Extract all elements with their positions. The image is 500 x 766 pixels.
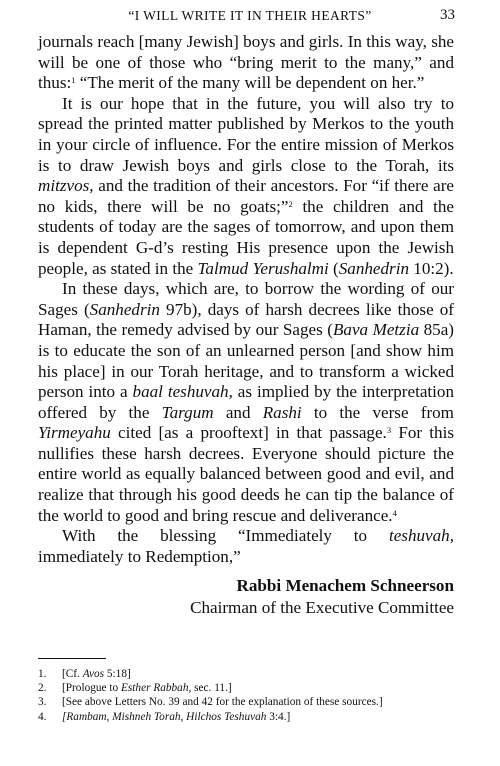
text-run: [See above Letters No. 39 and 42 for the explanation of these sources.]	[62, 696, 383, 709]
text-run: “The merit of the many will be dependent on her.”	[75, 73, 425, 93]
italic-term: [Rambam, Mishneh Torah, Hilchos Teshuvah	[62, 710, 267, 723]
text-run: 97b), days of harsh decrees like those of Haman, the remedy advised by our Sages (	[38, 299, 454, 340]
footnote-text	[62, 710, 290, 724]
footnote-number: 2.	[38, 682, 47, 695]
footnote-ref-3: 3	[386, 425, 392, 436]
footnote-4	[38, 710, 454, 724]
text-run: journals reach [many Jewish] boys and girls. In this way, she will be one of those who “bring merit to the many,” and thus:	[38, 32, 454, 93]
text-run: 85a) is to educate the son of an unlearned person [and show him his place] in our Torah heritage, and to transform a wicked person into a	[38, 320, 455, 402]
italic-term: Bava Metzia	[332, 320, 420, 340]
text-run: With the blessing “Immediately to	[62, 526, 389, 546]
text-run: immediately to Redemption,”	[38, 546, 241, 566]
running-title: “I WILL WRITE IT IN THEIR HEARTS”	[128, 8, 372, 23]
text-run: as implied by the interpretation offered by the	[38, 382, 454, 422]
paragraph-1	[38, 32, 454, 94]
text-run: In these days, which are, to borrow the wording of our Sages (	[38, 279, 454, 319]
italic-term: baal teshuvah,	[132, 382, 233, 402]
footnote-ref-1: 1	[71, 75, 76, 86]
footnote-number: 1.	[38, 668, 47, 680]
footnote-2	[38, 681, 454, 695]
footnote-number: 4.	[38, 710, 47, 723]
text-run: the children and the students of today are the sages of tomorrow, and upon them is dependent G-d’s resting His presence upon the Jewish people, as stated in the	[38, 196, 454, 278]
italic-term: mitzvos,	[38, 176, 94, 196]
footnote-number: 3.	[38, 696, 47, 709]
text-run: (	[328, 258, 339, 278]
text-run: and the tradition of their ancestors. For “if there are no kids, there will be no goats;”	[38, 176, 454, 216]
paragraph-4	[38, 526, 454, 567]
footnote-divider	[38, 658, 106, 659]
footnote-1	[38, 667, 454, 681]
signature-block	[38, 575, 454, 619]
paragraph-3	[38, 279, 454, 526]
italic-term: teshuvah,	[388, 526, 454, 546]
italic-term: Rashi	[262, 402, 302, 422]
text-run: to the verse from	[301, 402, 454, 422]
letter-body	[38, 32, 454, 619]
text-run: sec. 11.]	[191, 682, 232, 695]
footnote-ref-2: 2	[288, 198, 293, 209]
signatory-title: Chairman of the Executive Committee	[190, 598, 454, 618]
italic-term: Sanhedrin	[338, 258, 410, 278]
footnotes	[38, 667, 454, 724]
footnote-text	[62, 695, 383, 709]
footnote-text	[62, 667, 131, 681]
text-run: [Prologue to	[62, 682, 121, 695]
running-head	[0, 6, 500, 26]
text-run: For this nullifies these harsh decrees. Everyone should picture the entire world as equally balanced between good and evil, and realize that through his good deeds he can tip the balance of the world to good and bring rescue and deliverance.	[38, 423, 454, 525]
text-run: [Cf.	[62, 668, 83, 680]
italic-term: Targum	[161, 402, 214, 422]
text-run: cited [as a prooftext] in that passage.	[110, 423, 387, 443]
text-run: 5:18]	[104, 668, 131, 680]
footnote-ref-4: 4	[392, 507, 397, 518]
page-number: 33	[440, 7, 455, 23]
text-run: It is our hope that in the future, you will also try to spread the printed matter published by Merkos to the youth in your circle of influence. For the entire mission of Merkos is to draw Jewish boys and girls close to the Torah, its	[38, 93, 454, 175]
text-run: 3:4.]	[266, 710, 291, 723]
footnote-text	[62, 681, 232, 695]
italic-term: Talmud Yerushalmi	[197, 258, 329, 278]
footnote-3	[38, 695, 454, 709]
text-run: and	[213, 402, 263, 422]
italic-term: Yirmeyahu	[38, 423, 111, 443]
italic-term: Esther Rabbah,	[121, 682, 192, 695]
text-run: 10:2).	[409, 258, 454, 278]
signatory-name: Rabbi Menachem Schneerson	[236, 576, 454, 596]
italic-term: Avos	[82, 668, 105, 680]
paragraph-2	[38, 94, 454, 279]
italic-term: Sanhedrin	[89, 299, 160, 319]
